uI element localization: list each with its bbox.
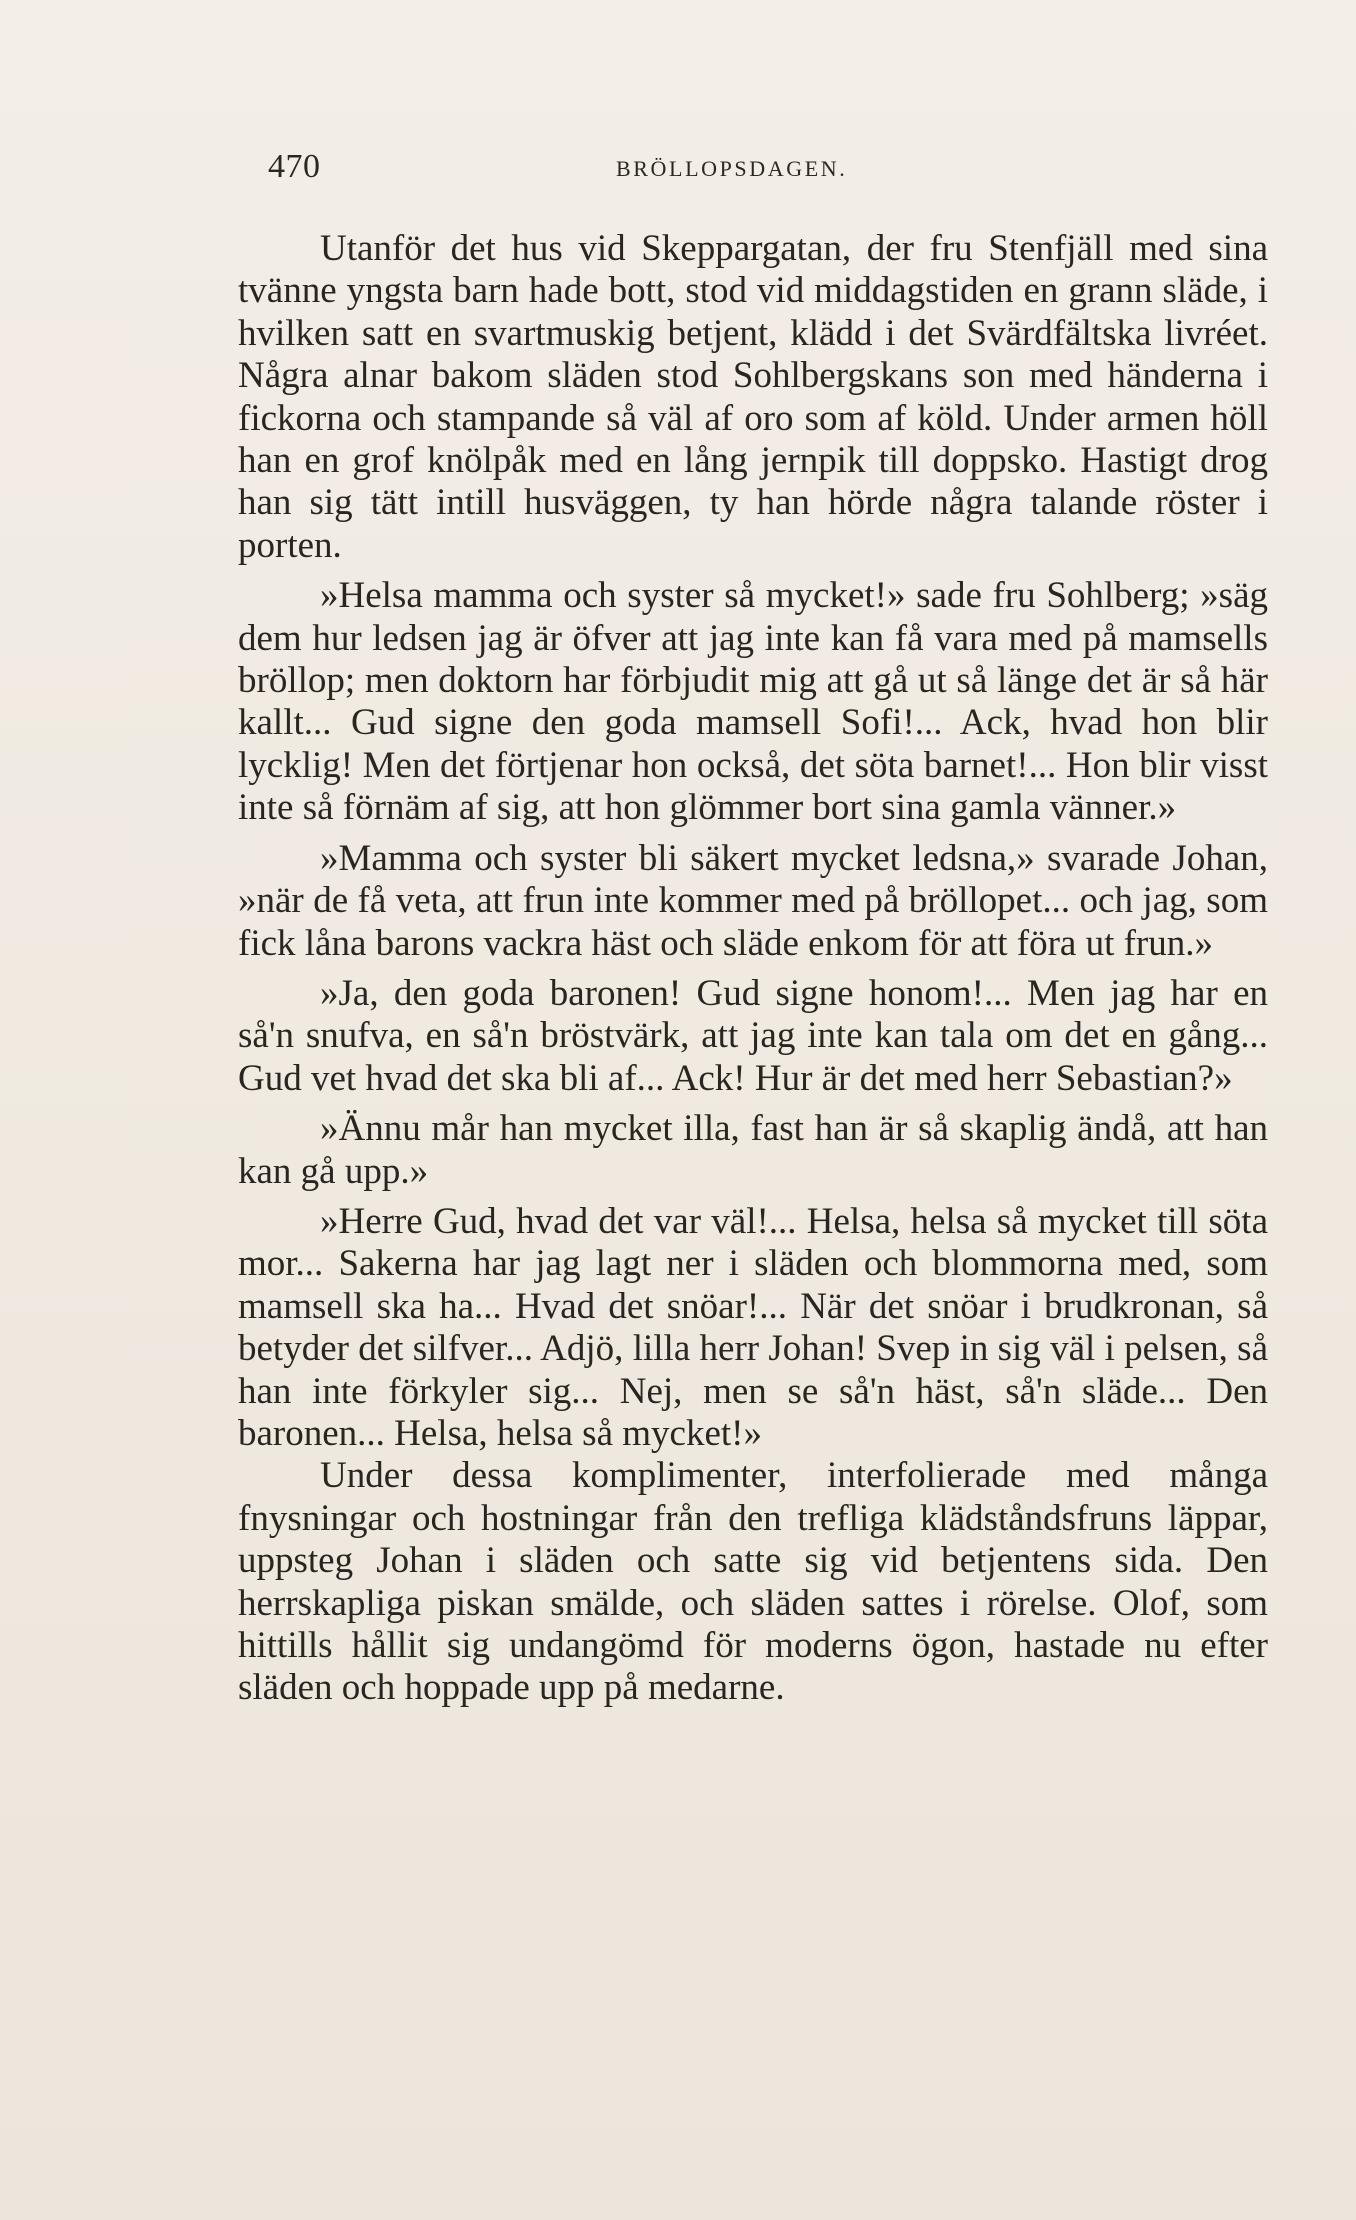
paragraph-1: Utanför det hus vid Skeppargatan, der fru Stenfjäll med sina tvänne yngsta barn hade bott, stod vid middagstiden en grann släde, i hvilken satt en svartmuskig betjent, klädd i det Svärdfältska livréet. Några alnar bakom släden stod Sohlbergskans son med händerna i fickorna och stampande så väl af oro som af köld. Under armen höll han en grof knölpåk med en lång jernpik till doppsko. Hastigt drog han sig tätt intill husväggen, ty han hörde några talande röster i porten. — [238, 228, 1268, 566]
paragraph-3: »Mamma och syster bli säkert mycket ledsna,» svarade Johan, »när de få veta, att frun inte kommer med på bröllopet... och jag, som fick låna barons vackra häst och släde enkom för att föra ut frun.» — [238, 837, 1268, 964]
page-number: 470 — [268, 148, 321, 185]
running-head: BRÖLLOPSDAGEN. — [616, 156, 848, 181]
paragraph-4: »Ja, den goda baronen! Gud signe honom!... Men jag har en så'n snufva, en så'n bröstvärk, att jag inte kan tala om det en gång... Gud vet hvad det ska bli af... Ack! Hur är det med herr Sebastian?» — [238, 972, 1268, 1099]
body-text — [238, 228, 1268, 1710]
paragraph-2: »Helsa mamma och syster så mycket!» sade fru Sohlberg; »säg dem hur ledsen jag är öfver att jag inte kan få vara med på mamsells bröllop; men doktorn har förbjudit mig att gå ut så länge det är så här kallt... Gud signe den goda mamsell Sofi!... Ack, hvad hon blir lycklig! Men det förtjenar hon också, det söta barnet!... Hon blir visst inte så förnäm af sig, att hon glömmer bort sina gamla vänner.» — [238, 575, 1268, 829]
page-header — [238, 148, 1268, 208]
paragraph-7: Under dessa komplimenter, interfolierade med många fnysningar och hostningar från den trefliga klädståndsfruns läppar, uppsteg Johan i släden och satte sig vid betjentens sida. Den herrskapliga piskan smälde, och släden sattes i rörelse. Olof, som hittills hållit sig undangömd för moderns ögon, hastade nu efter släden och hoppade upp på medarne. — [238, 1455, 1268, 1709]
paragraph-5: »Ännu mår han mycket illa, fast han är så skaplig ändå, att han kan gå upp.» — [238, 1108, 1268, 1192]
paragraph-6: »Herre Gud, hvad det var väl!... Helsa, helsa så mycket till söta mor... Sakerna har jag lagt ner i släden och blommorna med, som mamsell ska ha... Hvad det snöar!... När det snöar i brudkronan, så betyder det silfver... Adjö, lilla herr Johan! Svep in sig väl i pelsen, så han inte förkyler sig... Nej, men se så'n häst, så'n släde... Den baronen... Helsa, helsa så mycket!» — [238, 1200, 1268, 1454]
